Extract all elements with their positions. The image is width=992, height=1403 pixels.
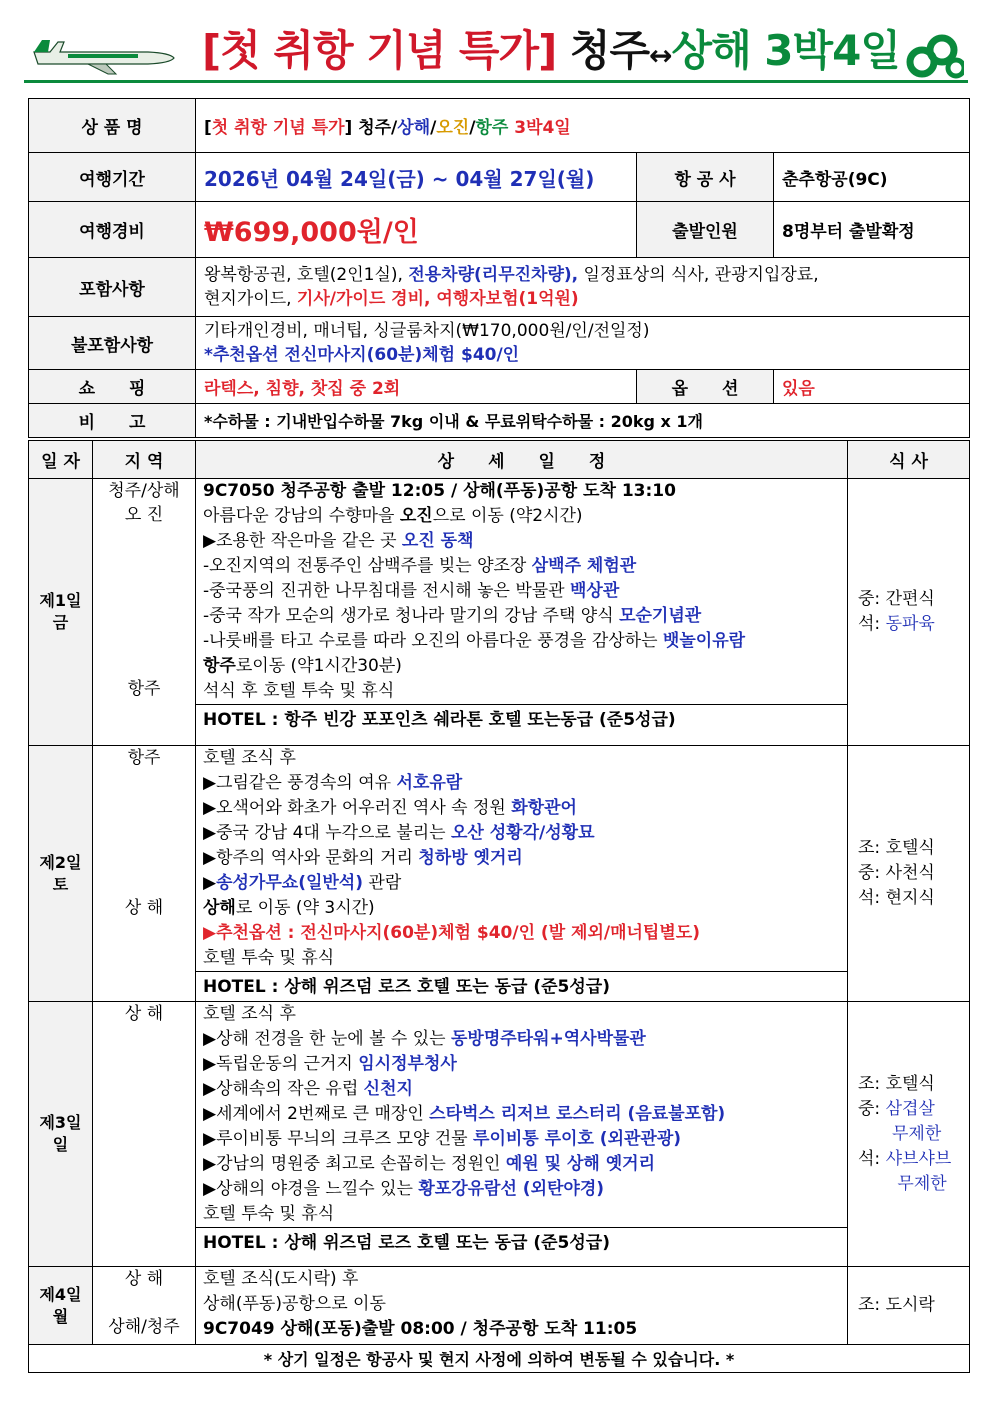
region-name: 항주 (127, 748, 161, 768)
airline-value: 춘추항공(9C) (774, 153, 970, 202)
schedule-text: 호텔 조식 후 (203, 1004, 296, 1024)
region-name: 청주/상해 (108, 481, 180, 501)
region-name: 상 해 (124, 898, 164, 918)
schedule-line (196, 579, 847, 604)
note-value: *수하물 : 기내반입수하물 7kg 이내 & 무료위탁수하물 : 20kg x 1개 (196, 404, 970, 438)
schedule-text: 으로 이동 (약2시간) (432, 506, 583, 526)
excluded-option: *추천옵션 전신마사지(60분)체험 $40/인 (204, 345, 520, 365)
col-region-header: 지 역 (93, 441, 196, 479)
col-detail-header: 상 세 일 정 (196, 441, 848, 479)
separator: / (469, 118, 476, 138)
cost-value: ₩699,000원/인 (196, 202, 637, 258)
meal-item (858, 587, 969, 612)
schedule-line (196, 679, 847, 704)
summary-table (28, 98, 970, 438)
schedule-text: 관람 (363, 873, 402, 893)
schedule-text: ▶항주의 역사와 문화의 거리 (203, 848, 419, 868)
attraction-name: 뱃놀이유람 (662, 631, 746, 651)
schedule-line (196, 1292, 847, 1317)
meal-item (858, 612, 969, 637)
meal-menu: 동파육 (885, 614, 935, 634)
airplane-icon (28, 36, 178, 76)
period-value: 2026년 04월 24일(금) ~ 04월 27일(월) (196, 153, 637, 202)
attraction-name: 황포강유람선 (외탄야경) (418, 1179, 605, 1199)
day-row (29, 1002, 970, 1267)
meal-menu: 샤브샤브 (885, 1148, 952, 1169)
schedule-text: 상해(푸동)공항으로 이동 (203, 1294, 386, 1314)
page-header (24, 14, 968, 84)
schedule-text: 로 이동 (약 3시간) (235, 898, 375, 918)
meal-menu: 호텔식 (885, 838, 935, 858)
schedule-detail-cell (196, 479, 848, 746)
meal-menu: 무제한 (892, 1123, 942, 1144)
hotel-info: HOTEL : 항주 빈강 포포인츠 쉐라톤 호텔 또는동급 (준5성급) (196, 704, 847, 734)
meal-menu: 사천식 (885, 863, 935, 883)
meal-menu: 도시락 (885, 1295, 935, 1315)
schedule-line (196, 946, 847, 971)
airline-logo-icon (904, 30, 964, 80)
schedule-text: ▶중국 강남 4대 누각으로 불리는 (203, 823, 451, 843)
hotel-info: HOTEL : 상해 위즈덤 로즈 호텔 또는 동급 (준5성급) (196, 1227, 847, 1257)
meal-cell (848, 1267, 970, 1345)
region-name: 상해/청주 (108, 1317, 180, 1337)
day-cell (29, 1002, 93, 1267)
page-title (202, 26, 900, 81)
schedule-text: ▶상해 전경을 한 눈에 볼 수 있는 (203, 1029, 451, 1049)
day-row (29, 746, 970, 1002)
col-meal-header: 식 사 (848, 441, 970, 479)
schedule-detail-cell (196, 746, 848, 1002)
day-row (29, 479, 970, 746)
meal-menu: 간편식 (885, 589, 935, 609)
region-name: 상 해 (124, 1269, 164, 1289)
schedule-line (196, 896, 847, 921)
meal-item (858, 1293, 969, 1318)
schedule-text: -중국 작가 모순의 생가로 청나라 말기의 강남 주택 양식 (203, 606, 620, 626)
schedule-detail-cell (196, 1002, 848, 1267)
schedule-text: 상해 (203, 898, 236, 918)
attraction-name: 신천지 (363, 1079, 413, 1099)
title-duration: 3박4일 (750, 26, 900, 75)
attraction-name: 임시정부청사 (358, 1054, 457, 1074)
included-vehicle: 전용차량(리무진차량), (408, 265, 579, 285)
region-cell (93, 746, 196, 1002)
schedule-line (196, 1317, 847, 1342)
option-label: 옵 션 (637, 370, 774, 404)
pax-label: 출발인원 (637, 202, 774, 258)
attraction-name: 루이비통 루이호 (외관관광) (473, 1129, 682, 1149)
schedule-text: -중국풍의 진귀한 나무침대를 전시해 놓은 박물관 (203, 581, 570, 601)
schedule-text: 로이동 (약1시간30분) (235, 656, 402, 676)
included-text: 왕복항공권, 호텔(2인1실), (204, 265, 409, 285)
schedule-line (196, 1202, 847, 1227)
schedule-line (196, 846, 847, 871)
schedule-text: ▶그림같은 풍경속의 여유 (203, 773, 397, 793)
schedule-text: 오진 (399, 506, 433, 526)
attraction-name: 예원 및 상해 옛거리 (505, 1154, 655, 1174)
attraction-name: 오진 동책 (401, 531, 474, 551)
schedule-line (196, 654, 847, 679)
attraction-name: 삼백주 체험관 (531, 556, 637, 576)
schedule-text: ▶상해의 야경을 느낄수 있는 (203, 1179, 419, 1199)
schedule-line (196, 479, 847, 504)
cost-label: 여행경비 (29, 202, 196, 258)
bracket-close: ] (344, 118, 353, 138)
schedule-text: ▶세계에서 2번째로 큰 매장인 (203, 1104, 430, 1124)
included-label: 포함사항 (29, 258, 196, 317)
schedule-text: ▶오색어와 화초가 어우러진 역사 속 정원 (203, 798, 512, 818)
city-cheongju: 청주 (352, 118, 392, 138)
region-name: 오 진 (124, 505, 164, 525)
attraction-name: 화항관어 (511, 798, 577, 818)
schedule-table (28, 440, 970, 1373)
day-weekday: 토 (52, 874, 69, 894)
attraction-name: 스타벅스 리저브 로스터리 (음료불포함) (429, 1104, 726, 1124)
schedule-line (196, 796, 847, 821)
meal-item (858, 1122, 969, 1147)
schedule-text: 호텔 조식(도시락) 후 (203, 1269, 359, 1289)
schedule-line (196, 1152, 847, 1177)
meal-type (858, 1174, 897, 1194)
day-row (29, 1267, 970, 1345)
meal-cell (848, 1002, 970, 1267)
schedule-line (196, 529, 847, 554)
meal-type: 석: (858, 1148, 886, 1169)
meal-menu: 삼겹살 (885, 1098, 935, 1119)
schedule-text: 호텔 투숙 및 휴식 (203, 948, 335, 968)
city-wuzhen: 오진 (436, 118, 470, 138)
schedule-line (196, 1102, 847, 1127)
schedule-line (196, 1127, 847, 1152)
day-number: 제2일 (39, 852, 82, 872)
day-weekday: 월 (52, 1306, 69, 1326)
attraction-name: 서호유람 (396, 773, 463, 793)
schedule-line (196, 1177, 847, 1202)
day-number: 제4일 (39, 1284, 82, 1304)
product-highlight: 첫 취항 기념 특가 (211, 118, 345, 138)
region-name: 상 해 (124, 1004, 164, 1024)
meal-type: 중: (858, 1098, 886, 1119)
attraction-name: 청하방 옛거리 (418, 848, 523, 868)
schedule-text: ▶조용한 작은마을 같은 곳 (203, 531, 402, 551)
bracket-open: [ (204, 118, 212, 138)
schedule-detail-cell (196, 1267, 848, 1345)
meal-type: 석: (858, 614, 886, 634)
excluded-text: 기타개인경비, 매너팁, 싱글룸차지(₩170,000원/인/전일정) (204, 321, 650, 341)
meal-menu: 호텔식 (885, 1073, 935, 1094)
schedule-line (196, 1077, 847, 1102)
option-value: 있음 (774, 370, 970, 404)
shopping-value: 라텍스, 침향, 찻집 중 2회 (196, 370, 637, 404)
col-day-header: 일 자 (29, 441, 93, 479)
meal-type: 조: (858, 838, 886, 858)
schedule-text: -나룻배를 타고 수로를 따라 오진의 아름다운 풍경을 감상하는 (203, 631, 663, 651)
meal-type: 조: (858, 1295, 886, 1315)
schedule-text: ▶루이비통 무늬의 크루즈 모양 건물 (203, 1129, 474, 1149)
schedule-line (196, 821, 847, 846)
option-highlight: ▶추천옵션 : 전신마사지(60분)체험 $40/인 (발 제외/매너팁별도) (203, 923, 700, 943)
schedule-text: 호텔 조식 후 (203, 748, 296, 768)
schedule-line (196, 1002, 847, 1027)
region-name: 항주 (127, 679, 161, 699)
schedule-text: ▶상해속의 작은 유럽 (203, 1079, 364, 1099)
attraction-name: 백상관 (570, 581, 620, 601)
meal-item (858, 861, 969, 886)
schedule-text: 항주 (203, 656, 236, 676)
product-duration: 3박4일 (508, 118, 571, 138)
schedule-text: 아름다운 강남의 수향마을 (203, 506, 400, 526)
attraction-name: 모순기념관 (619, 606, 702, 626)
schedule-line (196, 604, 847, 629)
city-hangzhou: 항주 (475, 118, 509, 138)
schedule-text: 호텔 투숙 및 휴식 (203, 1204, 335, 1224)
attraction-name: 송성가무쇼(일반석) (216, 873, 363, 893)
separator: / (391, 118, 398, 138)
day-number: 제3일 (39, 1113, 82, 1132)
meal-type: 중: (858, 589, 886, 609)
schedule-line (196, 554, 847, 579)
region-cell (93, 1267, 196, 1345)
day-number: 제1일 (39, 591, 82, 610)
schedule-line (196, 921, 847, 946)
day-cell (29, 479, 93, 746)
schedule-footnote: * 상기 일정은 항공사 및 현지 사정에 의하여 변동될 수 있습니다. * (29, 1345, 970, 1373)
title-highlight: [첫 취항 기념 특가] (202, 26, 557, 75)
day-cell (29, 746, 93, 1002)
schedule-line (196, 746, 847, 771)
schedule-body (29, 479, 970, 1345)
title-arrow: ↔ (649, 39, 672, 72)
schedule-text: -오진지역의 전통주인 삼백주를 빚는 양조장 (203, 556, 532, 576)
schedule-line (196, 629, 847, 654)
included-text: 일정표상의 식사, 관광지입장료, (578, 265, 819, 285)
airline-label: 항 공 사 (637, 153, 774, 202)
excluded-label: 불포함사항 (29, 317, 196, 370)
separator: / (430, 118, 437, 138)
meal-item (858, 1172, 969, 1197)
header-divider (24, 80, 968, 83)
schedule-text: 석식 후 호텔 투숙 및 휴식 (203, 681, 395, 701)
note-label: 비 고 (29, 404, 196, 438)
product-name (196, 99, 970, 153)
title-city-origin: 청주 (556, 26, 650, 75)
day-weekday: 일 (52, 1135, 69, 1154)
schedule-text: 9C7049 상해(포동)출발 08:00 / 청주공항 도착 11:05 (203, 1319, 638, 1339)
meal-menu: 무제한 (897, 1173, 947, 1194)
period-label: 여행기간 (29, 153, 196, 202)
day-weekday: 금 (52, 613, 69, 632)
title-city-destination: 상해 (671, 26, 751, 75)
schedule-line (196, 1267, 847, 1292)
meal-menu: 현지식 (885, 888, 935, 908)
schedule-line (196, 1027, 847, 1052)
meal-item (858, 836, 969, 861)
schedule-text: ▶독립운동의 근거지 (203, 1054, 359, 1074)
schedule-text: ▶강남의 명원중 최고로 손꼽히는 정원인 (203, 1154, 506, 1174)
meal-item (858, 1072, 969, 1097)
meal-item (858, 1147, 969, 1172)
city-shanghai: 상해 (397, 118, 431, 138)
schedule-line (196, 871, 847, 896)
meal-item (858, 1097, 969, 1122)
schedule-text: ▶ (203, 873, 217, 893)
region-cell (93, 479, 196, 746)
meal-type: 조: (858, 1073, 886, 1094)
region-cell (93, 1002, 196, 1267)
included-insurance: 기사/가이드 경비, 여행자보험(1억원) (296, 289, 579, 309)
schedule-line (196, 504, 847, 529)
excluded-value (196, 317, 970, 370)
attraction-name: 동방명주타워+역사박물관 (450, 1029, 646, 1049)
meal-type (858, 1124, 892, 1144)
schedule-line (196, 1052, 847, 1077)
meal-item (858, 886, 969, 911)
meal-type: 중: (858, 863, 886, 883)
attraction-name: 오산 성황각/성황묘 (450, 823, 595, 843)
included-text: 현지가이드, (204, 289, 297, 309)
schedule-line (196, 771, 847, 796)
shopping-label: 쇼 핑 (29, 370, 196, 404)
pax-value: 8명부터 출발확정 (774, 202, 970, 258)
day-cell (29, 1267, 93, 1345)
hotel-info: HOTEL : 상해 위즈덤 로즈 호텔 또는 동급 (준5성급) (196, 971, 847, 1001)
product-label: 상 품 명 (29, 99, 196, 153)
included-value (196, 258, 970, 317)
schedule-text: 9C7050 청주공항 출발 12:05 / 상해(푸동)공항 도착 13:10 (203, 481, 676, 501)
meal-cell (848, 746, 970, 1002)
meal-type: 석: (858, 888, 886, 908)
meal-cell (848, 479, 970, 746)
